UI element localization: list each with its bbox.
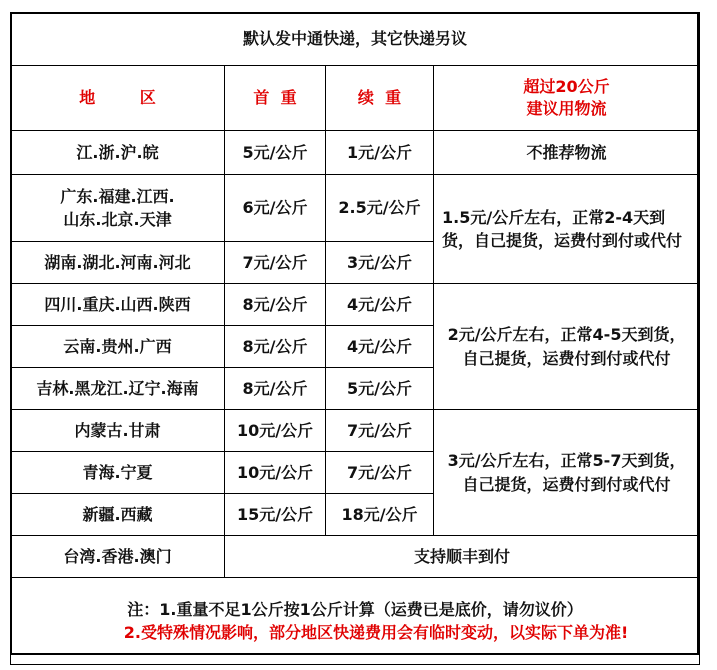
logistics-line2: 自己提货，运费付到付或代付 xyxy=(462,474,671,494)
header-over-20kg-line1: 超过20公斤 xyxy=(523,77,610,97)
logistics-line2: 自己提货，运费付到付或代付 xyxy=(462,348,671,368)
table-row xyxy=(11,536,700,578)
table-row xyxy=(11,131,700,175)
additional-weight-cell: 7元/公斤 xyxy=(326,452,434,494)
notes-row xyxy=(11,578,700,665)
first-weight-cell: 8元/公斤 xyxy=(225,284,326,326)
additional-weight-cell: 4元/公斤 xyxy=(326,284,434,326)
first-weight-cell: 8元/公斤 xyxy=(225,326,326,368)
first-weight-cell: 5元/公斤 xyxy=(225,131,326,175)
region-cell xyxy=(11,175,225,242)
additional-weight-cell: 18元/公斤 xyxy=(326,494,434,536)
region-cell: 新疆.西藏 xyxy=(11,494,225,536)
region-cell: 云南.贵州.广西 xyxy=(11,326,225,368)
table-row xyxy=(11,284,700,326)
note-1: 注：1.重量不足1公斤按1公斤计算（运费已是底价，请勿议价） xyxy=(127,599,583,619)
first-weight-cell: 15元/公斤 xyxy=(225,494,326,536)
first-weight-cell: 10元/公斤 xyxy=(225,410,326,452)
first-weight-cell: 8元/公斤 xyxy=(225,368,326,410)
shunfeng-cod-cell: 支持顺丰到付 xyxy=(225,536,700,578)
additional-weight-cell: 2.5元/公斤 xyxy=(326,175,434,242)
logistics-cell: 1.5元/公斤左右，正常2-4天到货，自己提货，运费付到付或代付 xyxy=(434,175,700,284)
logistics-cell xyxy=(434,410,700,536)
notes-cell xyxy=(11,578,700,665)
logistics-cell: 不推荐物流 xyxy=(434,131,700,175)
region-line2: 山东.北京.天津 xyxy=(63,210,172,229)
table-row xyxy=(11,410,700,452)
region-line1: 广东.福建.江西. xyxy=(60,186,175,206)
first-weight-cell: 6元/公斤 xyxy=(225,175,326,242)
region-cell: 江.浙.沪.皖 xyxy=(11,131,225,175)
additional-weight-cell: 5元/公斤 xyxy=(326,368,434,410)
region-cell: 内蒙古.甘肃 xyxy=(11,410,225,452)
table-row xyxy=(11,175,700,242)
header-row xyxy=(11,66,700,131)
table-title: 默认发中通快递，其它快递另议 xyxy=(11,13,700,66)
first-weight-cell: 10元/公斤 xyxy=(225,452,326,494)
header-additional-weight: 续 重 xyxy=(326,66,434,131)
region-cell: 湖南.湖北.河南.河北 xyxy=(11,242,225,284)
region-cell: 台湾.香港.澳门 xyxy=(11,536,225,578)
logistics-line1: 2元/公斤左右，正常4-5天到货， xyxy=(447,325,686,345)
header-over-20kg xyxy=(434,66,700,131)
region-cell: 吉林.黑龙江.辽宁.海南 xyxy=(11,368,225,410)
additional-weight-cell: 3元/公斤 xyxy=(326,242,434,284)
region-cell: 四川.重庆.山西.陕西 xyxy=(11,284,225,326)
additional-weight-cell: 7元/公斤 xyxy=(326,410,434,452)
additional-weight-cell: 4元/公斤 xyxy=(326,326,434,368)
header-first-weight: 首 重 xyxy=(225,66,326,131)
title-row xyxy=(11,13,700,66)
header-over-20kg-line2: 建议用物流 xyxy=(526,99,607,118)
logistics-cell xyxy=(434,284,700,410)
region-cell: 青海.宁夏 xyxy=(11,452,225,494)
shipping-rate-table xyxy=(10,12,700,665)
additional-weight-cell: 1元/公斤 xyxy=(326,131,434,175)
header-region: 地 区 xyxy=(11,66,225,131)
logistics-line1: 3元/公斤左右，正常5-7天到货， xyxy=(447,451,686,471)
note-2: 2.受特殊情况影响，部分地区快递费用会有临时变动，以实际下单为准! xyxy=(123,623,629,642)
first-weight-cell: 7元/公斤 xyxy=(225,242,326,284)
